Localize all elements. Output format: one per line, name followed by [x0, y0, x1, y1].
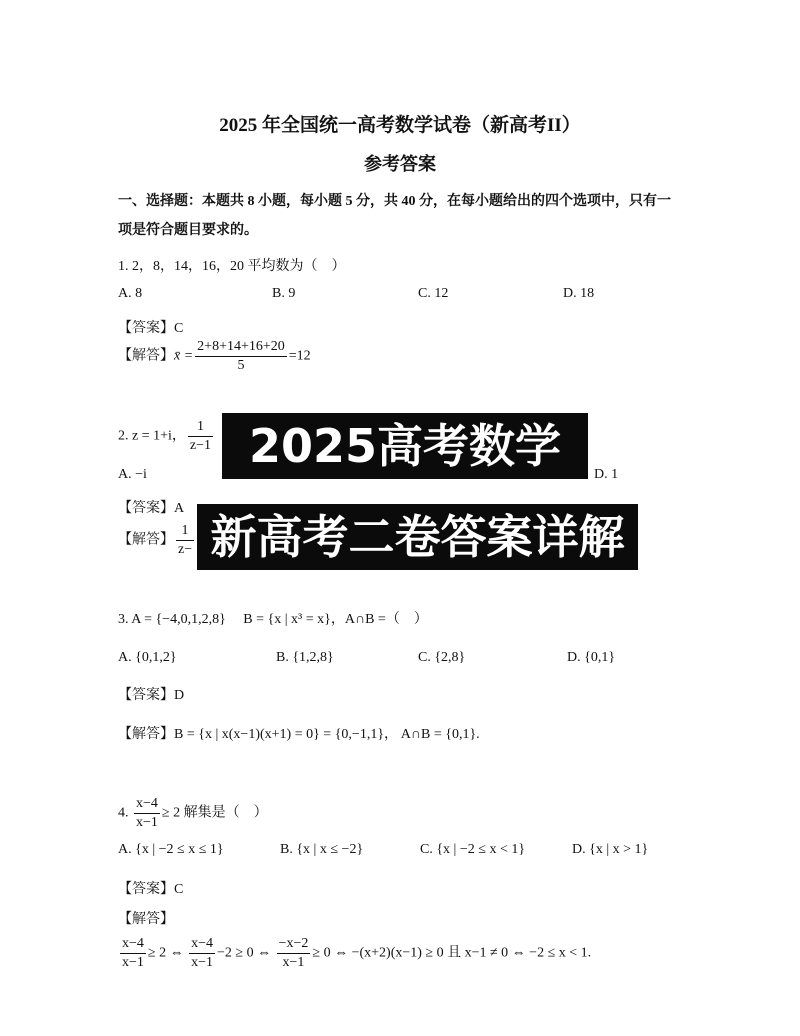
- q3-option-b: B. {1,2,8}: [276, 650, 334, 665]
- section-heading-cont: 项是符合题目要求的。: [118, 223, 258, 238]
- q3-option-d: D. {0,1}: [567, 650, 616, 665]
- q1-solution: [118, 338, 311, 375]
- numerator: −x−2: [277, 935, 311, 954]
- fraction: [134, 795, 160, 832]
- q4-option-d: D. {x | x > 1}: [572, 842, 649, 857]
- solution-rhs: =12: [288, 348, 311, 364]
- q2-answer: 【答案】A: [118, 501, 185, 516]
- numerator: 2+8+14+16+20: [195, 338, 287, 357]
- document-title: 2025 年全国统一高考数学试卷（新高考II）: [219, 115, 581, 136]
- q1-option-d: D. 18: [563, 286, 595, 301]
- step-text: ≥ 0 ⇔ −(x+2)(x−1) ≥ 0 且 x−1 ≠ 0 ⇔ −2 ≤ x < 1.: [312, 945, 592, 961]
- q4-solution-label: 【解答】: [118, 912, 174, 927]
- q2-option-d: D. 1: [594, 467, 619, 482]
- banner-subtitle: 新高考二卷答案详解: [197, 504, 638, 570]
- q4-stem: [118, 795, 268, 832]
- fraction: [188, 418, 213, 455]
- q1-option-b: B. 9: [272, 286, 296, 301]
- q3-option-a: A. {0,1,2}: [118, 650, 177, 665]
- denominator: z−1: [189, 438, 212, 453]
- document-subtitle: 参考答案: [364, 154, 436, 174]
- q4-answer: 【答案】C: [118, 882, 184, 897]
- q2-solution: [118, 522, 196, 559]
- q4-solution: [118, 935, 591, 972]
- q4-option-a: A. {x | −2 ≤ x ≤ 1}: [118, 842, 224, 857]
- q2-stem: [118, 418, 215, 455]
- q4-number: 4.: [118, 805, 129, 821]
- fraction: [120, 935, 146, 972]
- numerator: 1: [188, 418, 213, 437]
- q3-answer: 【答案】D: [118, 688, 185, 703]
- denominator: z−: [178, 542, 193, 557]
- solution-label: 【解答】: [118, 348, 174, 364]
- q1-option-c: C. 12: [418, 286, 449, 301]
- q2-text: 2. z = 1+i，: [118, 428, 186, 444]
- denominator: x−1: [122, 955, 144, 970]
- q4-option-c: C. {x | −2 ≤ x < 1}: [420, 842, 526, 857]
- step-text: −2 ≥ 0 ⇔: [217, 945, 272, 961]
- q4-text: ≥ 2 解集是（ ）: [161, 805, 268, 821]
- q4-option-b: B. {x | x ≤ −2}: [280, 842, 364, 857]
- denominator: x−1: [136, 815, 158, 830]
- denominator: x−1: [191, 955, 213, 970]
- step-text: ≥ 2 ⇔: [147, 945, 184, 961]
- banner-title: 2025高考数学: [222, 413, 588, 479]
- numerator: x−4: [189, 935, 215, 954]
- q1-option-a: A. 8: [118, 286, 143, 301]
- solution-label: 【解答】: [118, 532, 174, 548]
- fraction: [176, 522, 194, 559]
- numerator: 1: [176, 522, 194, 541]
- fraction: [189, 935, 215, 972]
- numerator: x−4: [120, 935, 146, 954]
- q1-stem: 1. 2，8，14，16，20 平均数为（ ）: [118, 259, 346, 274]
- q3-option-c: C. {2,8}: [418, 650, 466, 665]
- section-heading: 一、选择题：本题共 8 小题，每小题 5 分，共 40 分，在每小题给出的四个选项中，只有一: [118, 194, 671, 209]
- solution-lhs: x̄ =: [174, 348, 194, 364]
- q2-option-a: A. −i: [118, 467, 147, 482]
- denominator: 5: [237, 358, 245, 373]
- denominator: x−1: [282, 955, 305, 970]
- q3-stem: 3. A = {−4,0,1,2,8} B = {x | x³ = x}，A∩B =（ ）: [118, 612, 428, 627]
- q1-answer: 【答案】C: [118, 321, 184, 336]
- fraction: [277, 935, 311, 972]
- fraction: [195, 338, 287, 375]
- numerator: x−4: [134, 795, 160, 814]
- q3-solution: 【解答】B = {x | x(x−1)(x+1) = 0} = {0,−1,1}， A∩B = {0,1}.: [118, 727, 480, 742]
